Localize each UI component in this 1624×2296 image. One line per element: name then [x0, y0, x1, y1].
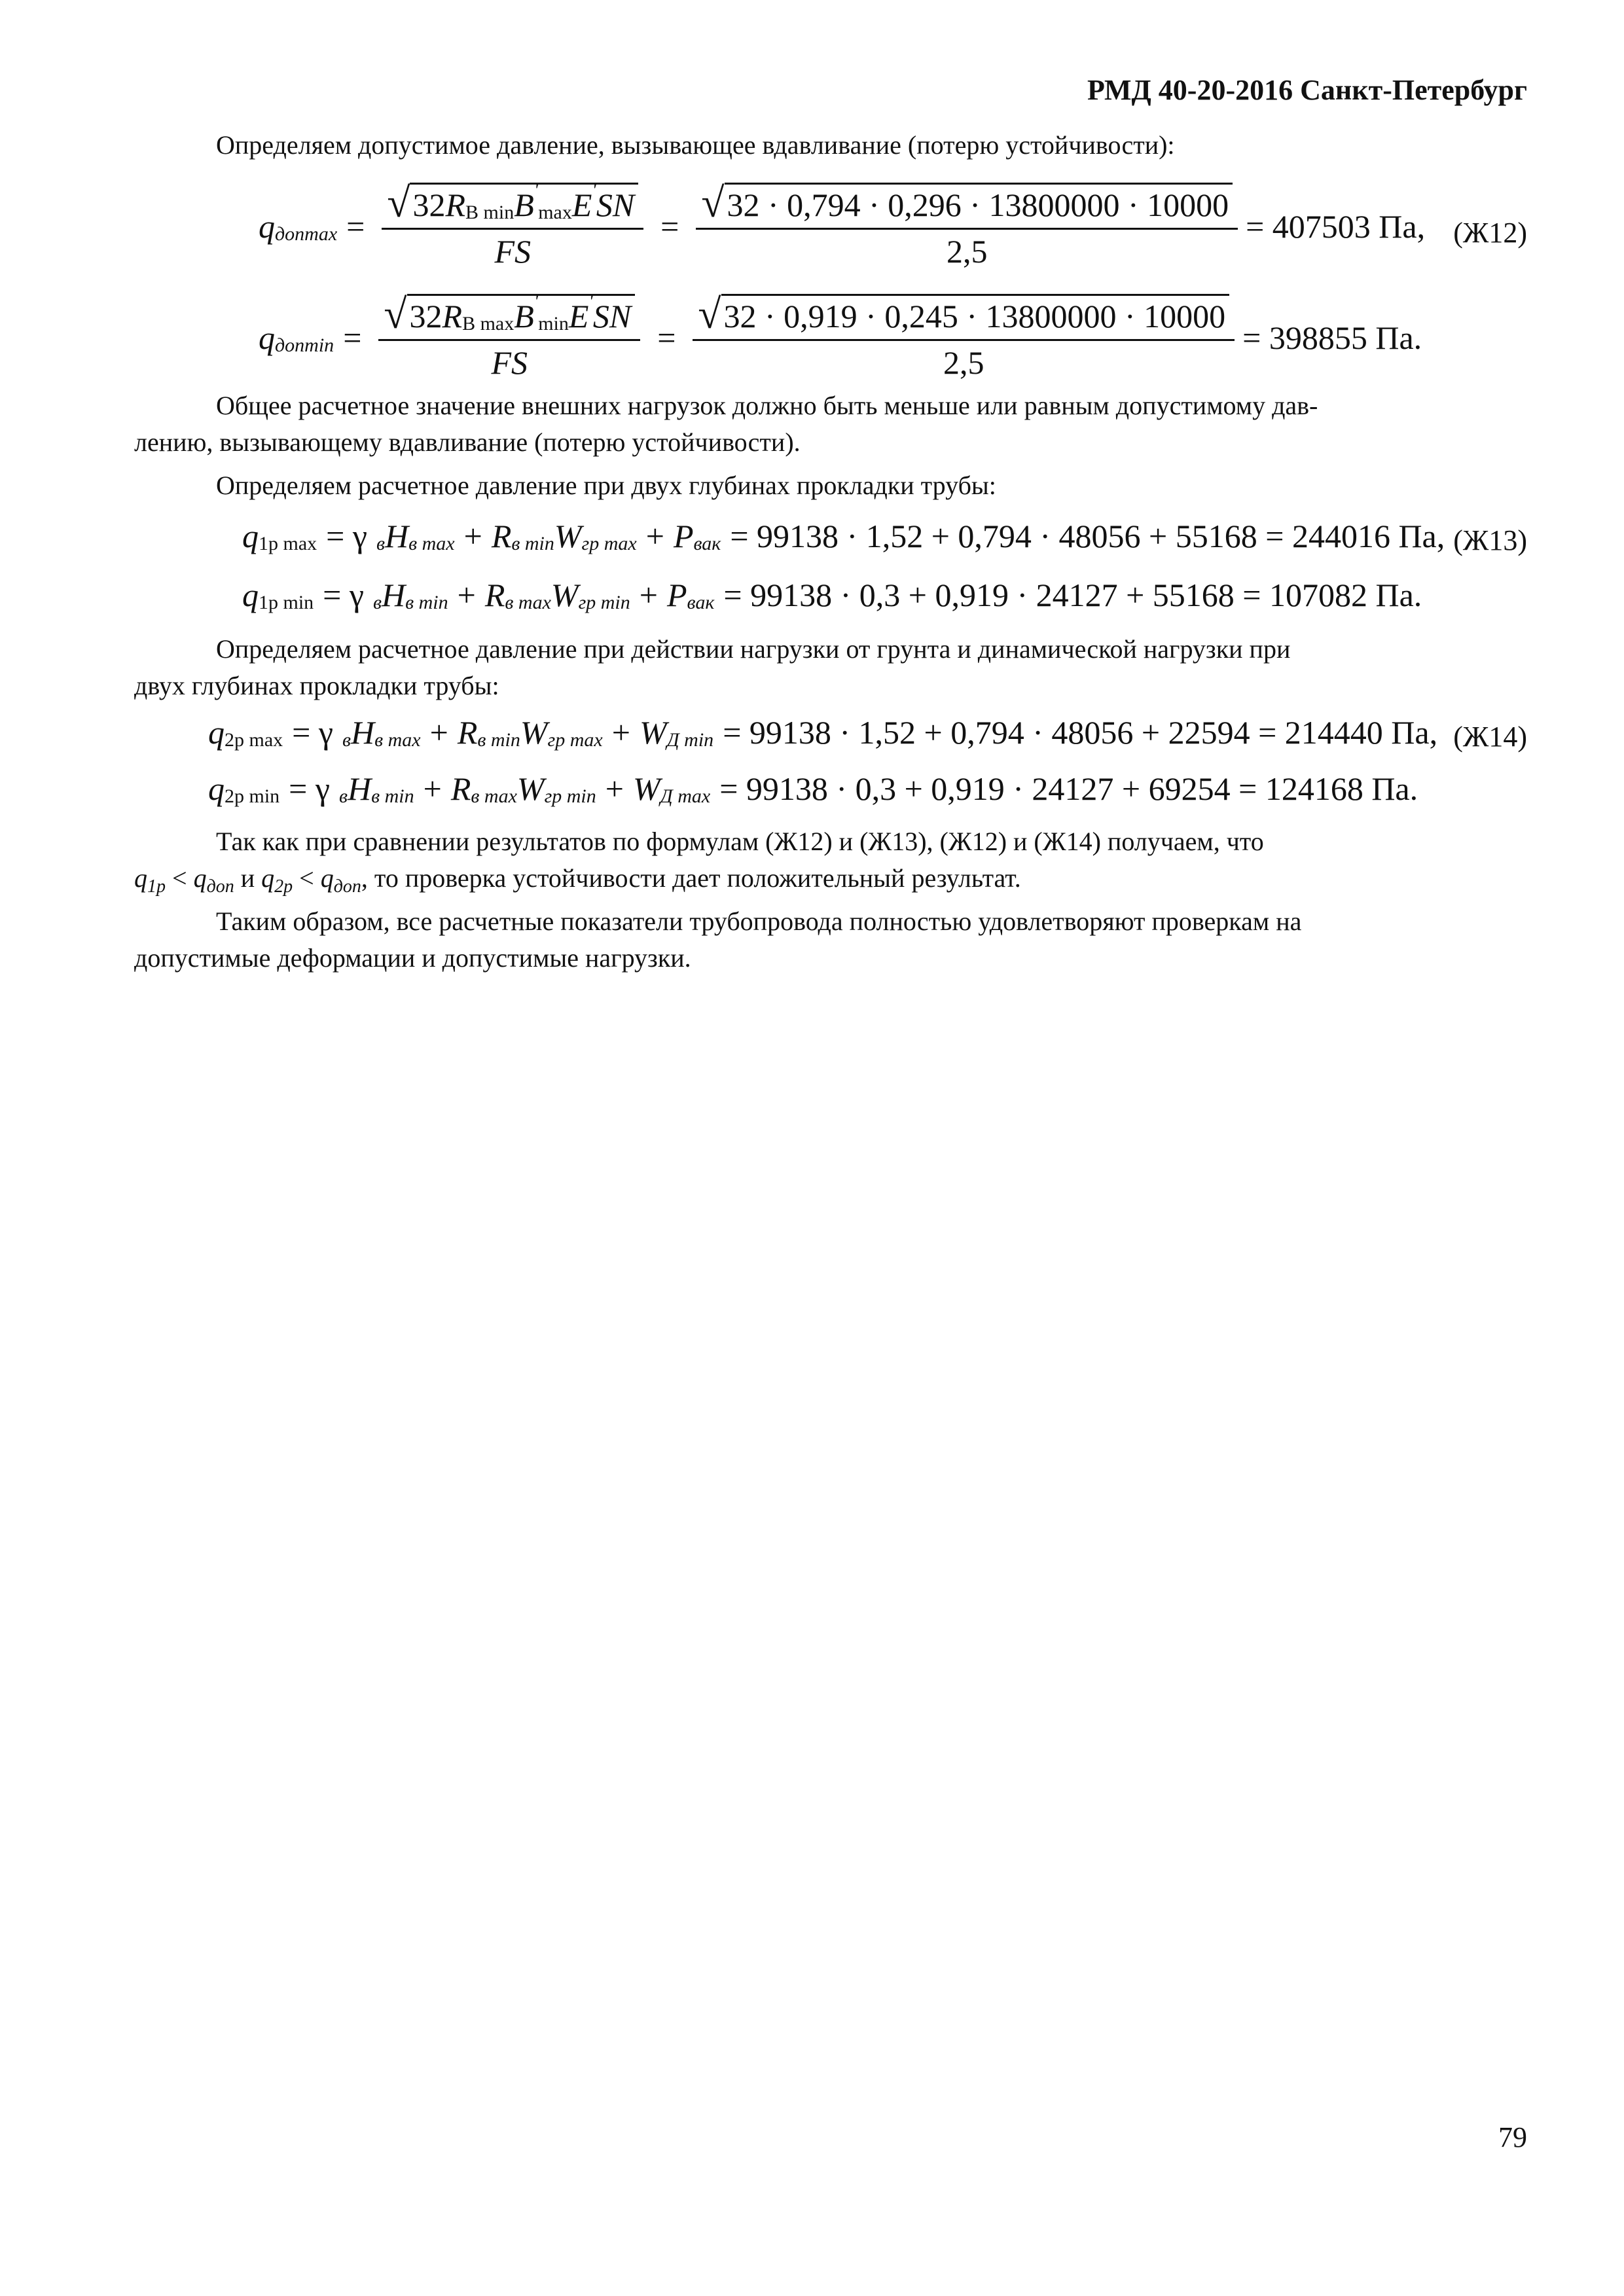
- formula-sub: гр max: [581, 533, 637, 554]
- formula-var: W: [632, 770, 660, 807]
- inline-var: q: [261, 863, 275, 893]
- inline-text: и: [234, 863, 262, 893]
- formula-zh12-max: q допmax = √ 32 R B min B ' max E ' SN FS = √ 32 · 0,794 · 0,296 · 13800000 · 10000 2,5 = 407503 Па,: [259, 179, 1426, 270]
- formula-sub: в: [342, 729, 351, 751]
- formula-sub: в min: [511, 533, 554, 554]
- paragraph-design-pressure: Определяем расчетное давление при двух глубинах прокладки трубы:: [216, 471, 996, 500]
- inline-var: q: [134, 863, 147, 893]
- inline-op: <: [166, 863, 194, 893]
- formula-sub: 1p max: [259, 533, 317, 554]
- formula-op: = γ: [292, 714, 333, 751]
- formula-op: +: [457, 577, 476, 613]
- formula-sub: в: [376, 533, 385, 554]
- formula-sub: гр max: [547, 729, 603, 751]
- page-number: 79: [1498, 2121, 1527, 2153]
- formula-op: +: [423, 770, 442, 807]
- formula-denominator: FS: [494, 233, 532, 270]
- formula-op: +: [645, 518, 664, 554]
- formula-op: = γ: [289, 770, 330, 807]
- formula-var: B: [514, 187, 534, 223]
- inline-var: q: [193, 863, 207, 893]
- formula-sub: 2p min: [225, 785, 280, 807]
- paragraph-conclusion-line1: Таким образом, все расчетные показатели трубопровода полностью удовлетворяют проверкам на: [216, 906, 1302, 936]
- formula-var: R: [484, 577, 505, 613]
- formula-var: P: [673, 518, 694, 554]
- formula-var: H: [382, 577, 406, 613]
- paragraph-dynamic-load-line2: двух глубинах прокладки трубы:: [134, 671, 499, 700]
- paragraph-dynamic-load-line1: Определяем расчетное давление при действии нагрузки от грунта и динамической нагрузки при: [216, 634, 1291, 664]
- formula-sub: 1p min: [259, 592, 314, 613]
- formula-var: P: [666, 577, 687, 613]
- formula-numeric: = 99138 · 0,3 + 0,919 · 24127 + 69254 = 124168 Па.: [719, 770, 1418, 807]
- formula-sub: в: [372, 592, 382, 613]
- formula-sub: в min: [405, 592, 448, 613]
- document-header: РМД 40-20-2016 Санкт-Петербург: [1087, 74, 1527, 106]
- formula-sub: в min: [371, 785, 414, 807]
- formula-var: q: [259, 319, 275, 356]
- formula-zh14-min: [208, 770, 1418, 808]
- inline-sub: доп: [333, 876, 361, 897]
- formula-denominator: 2,5: [946, 233, 988, 270]
- formula-var: W: [554, 518, 582, 554]
- formula-sub: в: [338, 785, 348, 807]
- formula-sub: Д max: [660, 785, 711, 807]
- inline-op: <: [293, 863, 321, 893]
- formula-var: q: [208, 770, 225, 807]
- fraction-numeric: √ 32 · 0,794 · 0,296 · 13800000 · 10000 2,5: [696, 182, 1238, 270]
- formula-result: = 398855 Па.: [1242, 319, 1422, 356]
- formula-numeric: = 99138 · 0,3 + 0,919 · 24127 + 55168 = 107082 Па.: [723, 577, 1422, 613]
- formula-op: = γ: [326, 518, 367, 554]
- formula-var: W: [520, 714, 548, 751]
- formula-result: = 407503 Па,: [1246, 207, 1426, 245]
- formula-sub: 2p max: [225, 729, 283, 751]
- formula-var: W: [639, 714, 667, 751]
- formula-var: W: [550, 577, 579, 613]
- fraction-symbolic: √ 32 R B min B ' max E ' SN FS: [382, 182, 643, 270]
- formula-numeric: = 99138 · 1,52 + 0,794 · 48056 + 22594 = 214440 Па,: [723, 714, 1438, 751]
- formula-var: SN: [596, 187, 635, 223]
- formula-var: E: [568, 298, 589, 334]
- formula-sub: min: [538, 313, 569, 334]
- formula-var: R: [450, 770, 471, 807]
- formula-sub: в max: [408, 533, 455, 554]
- formula-zh12-min: q допmin = √ 32 R B max B ' min E ' SN FS = √ 32 · 0,919 · 0,245 · 13800000 · 10000 2,5 = 398855 Па.: [259, 291, 1422, 381]
- formula-sub: гр min: [578, 592, 630, 613]
- formula-var: H: [350, 714, 375, 751]
- formula-sub: допmax: [275, 223, 338, 245]
- fraction-numeric: √ 32 · 0,919 · 0,245 · 13800000 · 10000 2,5: [693, 293, 1235, 382]
- formula-var: q: [208, 714, 225, 751]
- inline-var: q: [320, 863, 334, 893]
- paragraph-allowable-pressure: Определяем допустимое давление, вызывающее вдавливание (потерю устойчивости):: [216, 130, 1175, 160]
- paragraph-total-load-line1: Общее расчетное значение внешних нагрузок должно быть меньше или равным допустимому дав-: [216, 391, 1318, 420]
- formula-sub: в max: [374, 729, 421, 751]
- formula-sub: вак: [693, 533, 721, 554]
- formula-var: q: [242, 577, 259, 613]
- formula-coef: 32: [412, 187, 446, 223]
- formula-op: +: [605, 770, 624, 807]
- formula-sub: max: [538, 202, 572, 223]
- formula-denominator: FS: [491, 344, 528, 381]
- formula-var: B: [514, 298, 534, 334]
- formula-sub: Д min: [666, 729, 714, 751]
- formula-sub: в max: [505, 592, 551, 613]
- formula-op: +: [611, 714, 630, 751]
- formula-var: H: [384, 518, 409, 554]
- formula-var: R: [457, 714, 478, 751]
- formula-sub: B min: [465, 202, 514, 223]
- formula-var: E: [571, 187, 592, 223]
- paragraph-total-load-line2: лению, вызывающему вдавливание (потерю устойчивости).: [134, 427, 801, 457]
- formula-var: R: [442, 298, 463, 334]
- formula-var: R: [445, 187, 466, 223]
- inline-sub: 2p: [274, 876, 293, 897]
- equation-number-zh14: (Ж14): [1453, 721, 1527, 753]
- fraction-symbolic: √ 32 R B max B ' min E ' SN FS: [378, 293, 640, 382]
- formula-op: +: [463, 518, 482, 554]
- formula-sub: B max: [462, 313, 514, 334]
- paragraph-conclusion-line2: допустимые деформации и допустимые нагрузки.: [134, 943, 691, 973]
- formula-var: W: [516, 770, 545, 807]
- inline-sub: доп: [206, 876, 234, 897]
- inline-sub: 1p: [147, 876, 166, 897]
- paragraph-comparison-line1: Так как при сравнении результатов по формулам (Ж12) и (Ж13), (Ж12) и (Ж14) получаем, что: [216, 827, 1264, 856]
- paragraph-comparison-line2: [134, 863, 1021, 897]
- formula-var: H: [348, 770, 372, 807]
- formula-denominator: 2,5: [943, 344, 984, 381]
- formula-coef: 32: [409, 298, 442, 334]
- formula-op: +: [429, 714, 448, 751]
- formula-sub: вак: [687, 592, 715, 613]
- formula-var: q: [259, 207, 275, 245]
- equation-number-zh13: (Ж13): [1453, 524, 1527, 556]
- inline-text: , то проверка устойчивости дает положительный результат.: [361, 863, 1021, 893]
- formula-var: SN: [592, 298, 632, 334]
- formula-sub: в min: [477, 729, 520, 751]
- formula-numeric: = 99138 · 1,52 + 0,794 · 48056 + 55168 = 244016 Па,: [730, 518, 1445, 554]
- formula-zh13-min: [242, 576, 1422, 614]
- formula-zh13-max: [242, 517, 1445, 555]
- formula-sub: допmin: [275, 334, 334, 356]
- formula-var: q: [242, 518, 259, 554]
- formula-sub: гр min: [544, 785, 596, 807]
- formula-zh14-max: [208, 713, 1437, 751]
- formula-numerator: 32 · 0,919 · 0,245 · 13800000 · 10000: [721, 294, 1230, 335]
- formula-numerator: 32 · 0,794 · 0,296 · 13800000 · 10000: [725, 183, 1233, 224]
- formula-op: +: [639, 577, 658, 613]
- equation-number-zh12: (Ж12): [1453, 217, 1527, 249]
- formula-op: = γ: [323, 577, 364, 613]
- formula-var: R: [491, 518, 512, 554]
- formula-sub: в max: [471, 785, 517, 807]
